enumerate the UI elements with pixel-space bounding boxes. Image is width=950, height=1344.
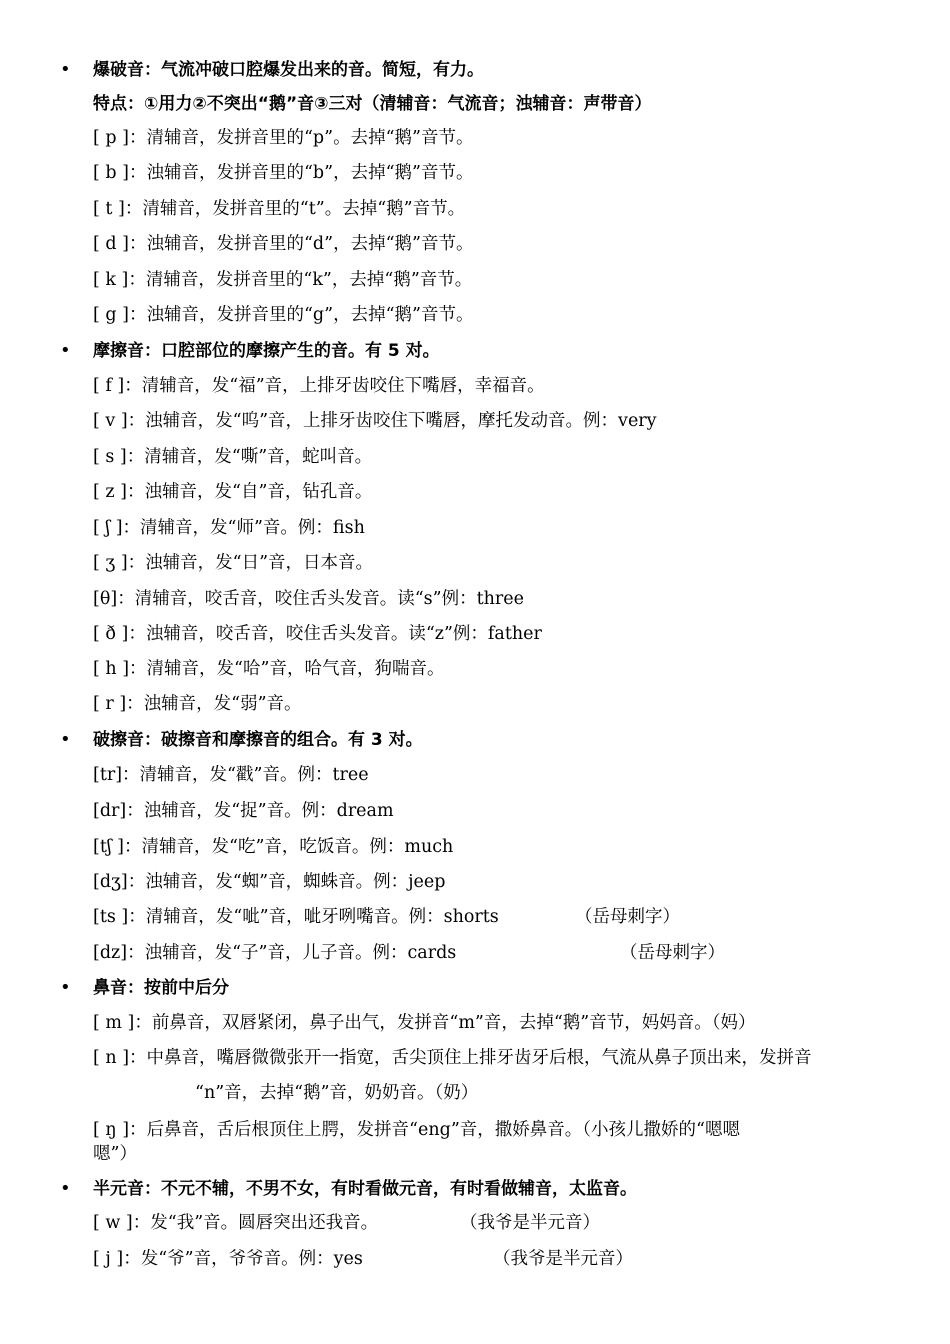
nasal-heading: 鼻音：按前中后分: [93, 978, 229, 998]
list-item: [ r ]：浊辅音，发“弱”音。: [93, 694, 302, 714]
list-item: [ b ]：浊辅音，发拼音里的“b”，去掉“鹅”音节。: [93, 163, 474, 183]
plosive-heading: 爆破音：气流冲破口腔爆发出来的音。简短，有力。: [93, 60, 484, 80]
list-item: [ p ]：清辅音，发拼音里的“p”。去掉“鹅”音节。: [93, 128, 474, 148]
bullet-icon: •: [60, 729, 71, 750]
list-item: [ n ]：中鼻音，嘴唇微微张开一指宽，舌尖顶住上排牙齿牙后根，气流从鼻子顶出来，发拼音: [93, 1048, 812, 1068]
list-item: [ g ]：浊辅音，发拼音里的“g”，去掉“鹅”音节。: [93, 305, 474, 325]
list-item: [ ʒ ]：浊辅音，发“日”音，日本音。: [93, 553, 374, 573]
list-item: [ m ]：前鼻音，双唇紧闭，鼻子出气，发拼音“m”音，去掉“鹅”音节，妈妈音。（妈）: [93, 1013, 756, 1033]
list-item: [ z ]：浊辅音，发“自”音，钻孔音。: [93, 482, 373, 502]
list-item-continuation: 嗯”）: [93, 1144, 137, 1164]
bullet-icon: •: [60, 1178, 71, 1199]
list-item: [ k ]：清辅音，发拼音里的“k”，去掉“鹅”音节。: [93, 270, 473, 290]
mnemonic-note: （岳母刺字）: [575, 907, 680, 927]
bullet-icon: •: [60, 340, 71, 361]
list-item-continuation: “n”音，去掉“鹅”音，奶奶音。（奶）: [195, 1083, 479, 1103]
list-item: [ts ]：清辅音，发“呲”音，呲牙咧嘴音。例：shorts: [93, 907, 499, 927]
mnemonic-note: （我爷是半元音）: [460, 1213, 600, 1233]
list-item: [dz]：浊辅音，发“子”音，儿子音。例：cards: [93, 943, 457, 963]
plosive-feature: 特点：①用力②不突出“鹅”音③三对（清辅音：气流音；浊辅音：声带音）: [93, 94, 652, 114]
list-item: [ ŋ ]：后鼻音，舌后根顶住上腭，发拼音“eng”音，撒娇鼻音。（小孩儿撒娇的“嗯嗯: [93, 1120, 740, 1140]
bullet-icon: •: [60, 59, 71, 80]
semivowel-heading: 半元音：不元不辅，不男不女，有时看做元音，有时看做辅音，太监音。: [93, 1179, 637, 1199]
bullet-icon: •: [60, 977, 71, 998]
list-item: [tr]：清辅音，发“戳”音。例：tree: [93, 765, 369, 785]
mnemonic-note: （我爷是半元音）: [493, 1249, 633, 1269]
mnemonic-note: （岳母刺字）: [620, 943, 725, 963]
list-item: [ d ]：浊辅音，发拼音里的“d”，去掉“鹅”音节。: [93, 234, 474, 254]
list-item: [dr]：浊辅音，发“捉”音。例：dream: [93, 801, 394, 821]
list-item: [ f ]：清辅音，发“福”音，上排牙齿咬住下嘴唇，幸福音。: [93, 376, 545, 396]
list-item: [ t ]：清辅音，发拼音里的“t”。去掉“鹅”音节。: [93, 199, 466, 219]
list-item: [θ]：清辅音，咬舌音，咬住舌头发音。读“s”例：three: [93, 589, 524, 609]
affricate-heading: 破擦音：破擦音和摩擦音的组合。有 3 对。: [93, 730, 423, 750]
list-item: [dʒ]：浊辅音，发“蜘”音，蜘蛛音。例：jeep: [93, 872, 446, 892]
list-item: [ ʃ ]：清辅音，发“师”音。例：fish: [93, 518, 365, 538]
list-item: [ s ]：清辅音，发“嘶”音，蛇叫音。: [93, 447, 373, 467]
list-item: [ h ]：清辅音，发“哈”音，哈气音，狗喘音。: [93, 659, 445, 679]
fricative-heading: 摩擦音：口腔部位的摩擦产生的音。有 5 对。: [93, 341, 440, 361]
list-item: [ j ]：发“爷”音，爷爷音。例：yes: [93, 1249, 363, 1269]
list-item: [ w ]：发“我”音。圆唇突出还我音。: [93, 1213, 379, 1233]
list-item: [ v ]：浊辅音，发“呜”音，上排牙齿咬住下嘴唇，摩托发动音。例：very: [93, 411, 657, 431]
list-item: [tʃ ]：清辅音，发“吃”音，吃饭音。例：much: [93, 837, 454, 857]
list-item: [ ð ]：浊辅音，咬舌音，咬住舌头发音。读“z”例：father: [93, 624, 542, 644]
